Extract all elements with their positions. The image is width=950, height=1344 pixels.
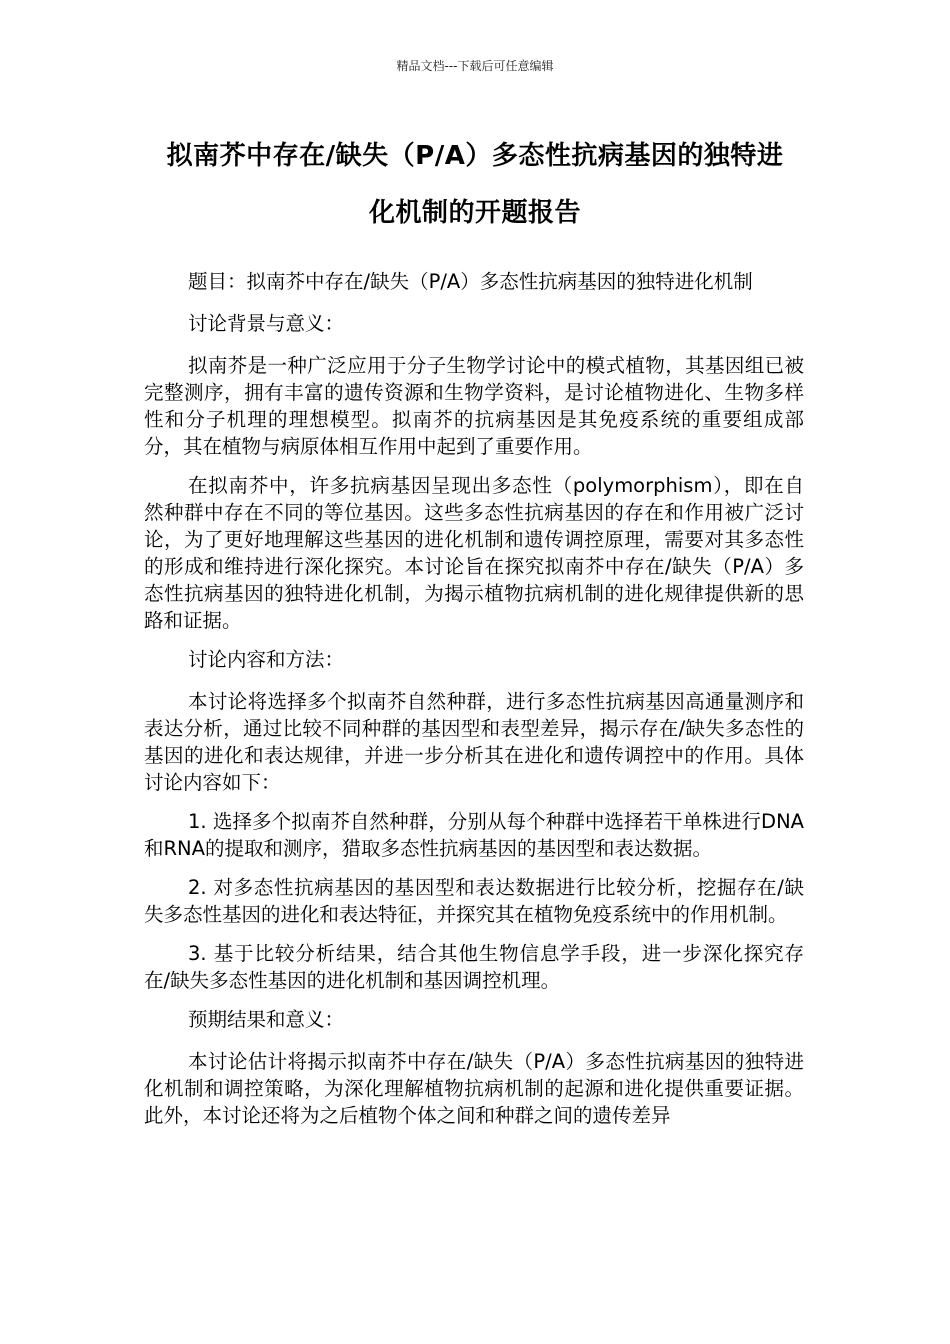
methods-item-1: 1. 选择多个拟南芥自然种群，分别从每个种群中选择若干单株进行DNA和RNA的提取和测序，猎取多态性抗病基因的基因型和表达数据。 bbox=[144, 810, 804, 860]
methods-item-2: 2. 对多态性抗病基因的基因型和表达数据进行比较分析，挖掘存在/缺失多态性基因的进化和表达特征，并探究其在植物免疫系统中的作用机制。 bbox=[144, 876, 804, 926]
document-body bbox=[144, 268, 804, 1141]
title-line-2: 化机制的开题报告 bbox=[368, 198, 581, 228]
document-title bbox=[140, 128, 810, 242]
methods-paragraph: 本讨论将选择多个拟南芥自然种群，进行多态性抗病基因高通量测序和表达分析，通过比较不同种群的基因型和表型差异，揭示存在/缺失多态性的基因的进化和表达规律，并进一步分析其在进化和遗传调控中的作用。具体讨论内容如下： bbox=[144, 690, 804, 794]
header-note: 精品文档---下载后可任意编辑 bbox=[396, 59, 554, 73]
background-paragraph-2: 在拟南芥中，许多抗病基因呈现出多态性（polymorphism），即在自然种群中存在不同的等位基因。这些多态性抗病基因的存在和作用被广泛讨论，为了更好地理解这些基因的进化机制和遗传调控原理，需要对其多态性的形成和维持进行深化探究。本讨论旨在探究拟南芥中存在/缺失（P/A）多态性抗病基因的独特进化机制，为揭示植物抗病机制的进化规律提供新的思路和证据。 bbox=[144, 474, 804, 632]
results-heading: 预期结果和意义： bbox=[188, 1008, 345, 1031]
methods-heading: 讨论内容和方法： bbox=[188, 648, 345, 671]
results-paragraph: 本讨论估计将揭示拟南芥中存在/缺失（P/A）多态性抗病基因的独特进化机制和调控策略，为深化理解植物抗病机制的起源和进化提供重要证据。此外，本讨论还将为之后植物个体之间和种群之间的遗传差异 bbox=[144, 1050, 804, 1127]
topic-line: 题目：拟南芥中存在/缺失（P/A）多态性抗病基因的独特进化机制 bbox=[188, 270, 753, 293]
title-line-1: 拟南芥中存在/缺失（P/A）多态性抗病基因的独特进 bbox=[166, 141, 784, 171]
methods-item-3: 3. 基于比较分析结果，结合其他生物信息学手段，进一步深化探究存在/缺失多态性基因的进化机制和基因调控机理。 bbox=[144, 942, 804, 992]
background-paragraph-1: 拟南芥是一种广泛应用于分子生物学讨论中的模式植物，其基因组已被完整测序，拥有丰富的遗传资源和生物学资料，是讨论植物进化、生物多样性和分子机理的理想模型。拟南芥的抗病基因是其免疫系统的重要组成部分，其在植物与病原体相互作用中起到了重要作用。 bbox=[144, 354, 804, 458]
background-heading: 讨论背景与意义： bbox=[188, 312, 345, 335]
